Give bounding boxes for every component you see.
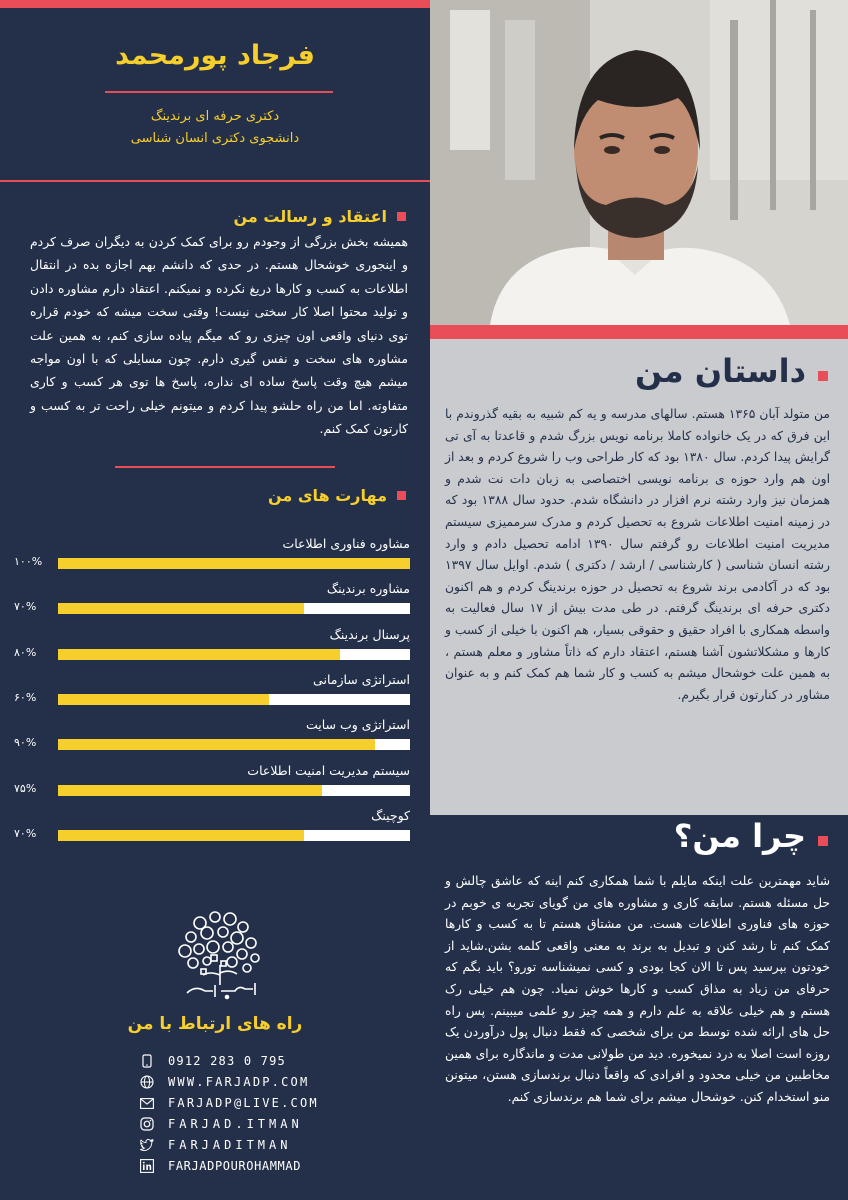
skill-bar-track	[58, 830, 410, 841]
skill-bar-fill	[58, 785, 322, 796]
phone-icon	[140, 1054, 154, 1068]
skill-label: کوچینگ	[371, 808, 410, 823]
skill-bar-fill	[58, 649, 340, 660]
story-text: من متولد آبان ۱۳۶۵ هستم. سالهای مدرسه و یه کم شبیه به بقیه گذروندم با این فرق که در یک خانواده کاملا برنامه نویس بزرگ شدم و قاعدتا به آی تی گرایش پیدا کردم. سال ۱۳۸۰ بود که کار طراحی وب را شروع کردم و بعد از اون هم وارد حوزه ی برنامه نویسی اختصاصی به زبان دات نت شدم و همزمان نیز وارد رشته نرم افزار در دانشگاه شدم. حدود سال ۱۳۸۸ بود که در زمینه امنیت اطلاعات شروع به تحصیل کردم و مدرک سرممیزی سیستم مدیریت امنیت اطلاعات رو گرفتم سال ۱۳۹۰ ادامه تحصیل دادم و وارد رشته انسان شناسی ( کارشناسی / ارشد / دکتری ) شدم. اوایل سال ۱۳۹۷ بود که در آکادمی برند شروع به تحصیل در حوزه برندینگ کردم و هم اکنون دکتری حرفه ای برندینگ گرفتم. در طی مدت بیش از ۱۷ سال فعالیت به واسطه همکاری با افراد حقیق و حقوقی بسیار، هم اکنون با خیلی از کسب و کارها و مشکلاتشون آشنا هستم، اعتقاد دارم که ذاتاً مشاور و معلم هستم ، به همین علت خوشحال میشم به کسب و کار شما هم کمک کنم و به عنوان مشاور در کنارتون قرار بگیرم.	[445, 407, 830, 702]
profile-name: فرجاد پورمحمد	[115, 40, 315, 71]
mail-icon	[140, 1096, 154, 1110]
divider	[115, 466, 335, 468]
profile-photo	[430, 0, 848, 325]
belief-text: همیشه بخش بزرگی از وجودم رو برای کمک کردن به دیگران صرف کردم و اینجوری خوشحال هستم. در حدی که دانشم بهم اجازه بده در انتقال اطلاعات به کسب و کارها دریغ نکرده و نمیکنم. اعتقاد دارم مشاوره دادن و تولید محتوا اصلا کار سختی نیست! وقتی سخت میشه که خودم قراره توی دنیای واقعی اون چیزی رو که میگم پیاده سازی کنم، به همین علت مشاوره های سخت و نفس گیری دارم. چون مسایلی که با اون مواجه میشم هیچ وقت پاسخ ساده ای نداره، پاسخ ها توی هر کسب و کاری متفاوته. اما من راه حلشو پیدا کردم و میتونم خیلی راحت تر به کسب و کارتون کمک کنم.	[30, 234, 408, 437]
contact-heading: راه های ارتباط با من	[127, 1014, 303, 1034]
story-heading-label: داستان من	[635, 352, 806, 390]
story-heading	[635, 352, 828, 390]
phone-value: 0912 283 0 795	[168, 1054, 286, 1068]
contact-instagram[interactable]	[140, 1114, 340, 1134]
skill-percent: ۸۰%	[14, 646, 37, 659]
skill-bar-track	[58, 694, 410, 705]
email-value: FARJADP@LIVE.COM	[168, 1096, 319, 1110]
skills-heading	[268, 486, 406, 505]
divider	[0, 180, 430, 182]
title-line-2: دانشجوی دکتری انسان شناسی	[130, 131, 300, 146]
divider	[105, 91, 333, 93]
skill-label: مشاوره فناوری اطلاعات	[282, 536, 410, 551]
skill-percent: ۱۰۰%	[14, 555, 43, 568]
skill-percent: ۷۵%	[14, 782, 37, 795]
skill-percent: ۹۰%	[14, 736, 37, 749]
skill-bar-track	[58, 649, 410, 660]
contact-website[interactable]	[140, 1072, 340, 1092]
twitter-icon	[140, 1138, 154, 1152]
linkedin-icon	[140, 1159, 154, 1173]
accent-bar	[430, 325, 848, 339]
belief-heading-label: اعتقاد و رسالت من	[233, 207, 387, 226]
skill-bar-fill	[58, 830, 304, 841]
contact-phone[interactable]	[140, 1051, 340, 1071]
linkedin-value: FARJADPOUROHAMMAD	[168, 1159, 302, 1173]
skill-bar-track	[58, 603, 410, 614]
bullet-square-icon	[818, 836, 828, 846]
skills-heading-label: مهارت های من	[268, 486, 387, 505]
skill-label: استراتژی وب سایت	[305, 717, 410, 732]
skill-label: پرسنال برندینگ	[329, 627, 410, 642]
skill-bar-track	[58, 785, 410, 796]
bullet-square-icon	[397, 212, 406, 221]
skill-bar-fill	[58, 739, 375, 750]
instagram-value: FARJAD.ITMAN	[168, 1117, 303, 1131]
why-heading	[674, 817, 828, 855]
bullet-square-icon	[818, 371, 828, 381]
skill-label: مشاوره برندینگ	[326, 581, 410, 596]
skill-label: سیستم مدیریت امنیت اطلاعات	[247, 763, 410, 778]
skill-percent: ۷۰%	[14, 600, 37, 613]
skill-bar-fill	[58, 603, 304, 614]
why-heading-label: چرا من؟	[673, 817, 806, 855]
contact-twitter[interactable]	[140, 1135, 340, 1155]
profile-titles	[60, 106, 370, 150]
bullet-square-icon	[397, 491, 406, 500]
skill-percent: ۷۰%	[14, 827, 37, 840]
skill-bar-track	[58, 739, 410, 750]
contact-email[interactable]	[140, 1093, 340, 1113]
twitter-value: FARJADITMAN	[168, 1138, 292, 1152]
website-value: WWW.FARJADP.COM	[168, 1075, 310, 1089]
instagram-icon	[140, 1117, 154, 1131]
top-accent-bar	[0, 0, 430, 8]
why-text: شاید مهمترین علت اینکه مایلم با شما همکاری کنم اینه که عاشق چالش و حل مسئله هستم. سابقه کاری و مشاوره های من گویای تجربه ی خوبم در حوزه های فناوری اطلاعات هست. من مشتاق هستم تا به کسب و کارها کمک کنم تا رشد کنن و تبدیل به برند به معنی واقعی کلمه بشن.شاید از خودتون بپرسید پس تا الان کجا بودی و کسی نمیشناسه تورو؟ باید بگم که حرفای من زیاد به مذاق کسب و کارها خوش نمیاد. چون هم خیلی رک هستم و هم خیلی علاقه به علم دارم و همه چیز رو علمی میبینم. پس راه حل های ارائه شده توسط من برای شخصی که فقط دنبال پول درآوردن یک روزه است اصلا به درد نمیخوره. دید من طولانی مدت و ماندگاره برای همین مخاطبین من خیلی محدود و افرادی که واقعاً دنبال برندسازی هستن، میتونن منو استخدام کنن. خوشحال میشم برای شما هم برندسازی کنم.	[445, 874, 830, 1104]
skill-percent: ۶۰%	[14, 691, 37, 704]
globe-icon	[140, 1075, 154, 1089]
title-line-1: دکتری حرفه ای برندینگ	[150, 109, 280, 124]
contact-linkedin[interactable]	[140, 1156, 340, 1176]
skill-label: استراتژی سازمانی	[313, 672, 410, 687]
skill-bar-fill	[58, 694, 269, 705]
brand-logo	[165, 905, 275, 1010]
belief-heading	[233, 207, 406, 226]
skill-bar-fill	[58, 558, 410, 569]
skill-bar-track	[58, 558, 410, 569]
